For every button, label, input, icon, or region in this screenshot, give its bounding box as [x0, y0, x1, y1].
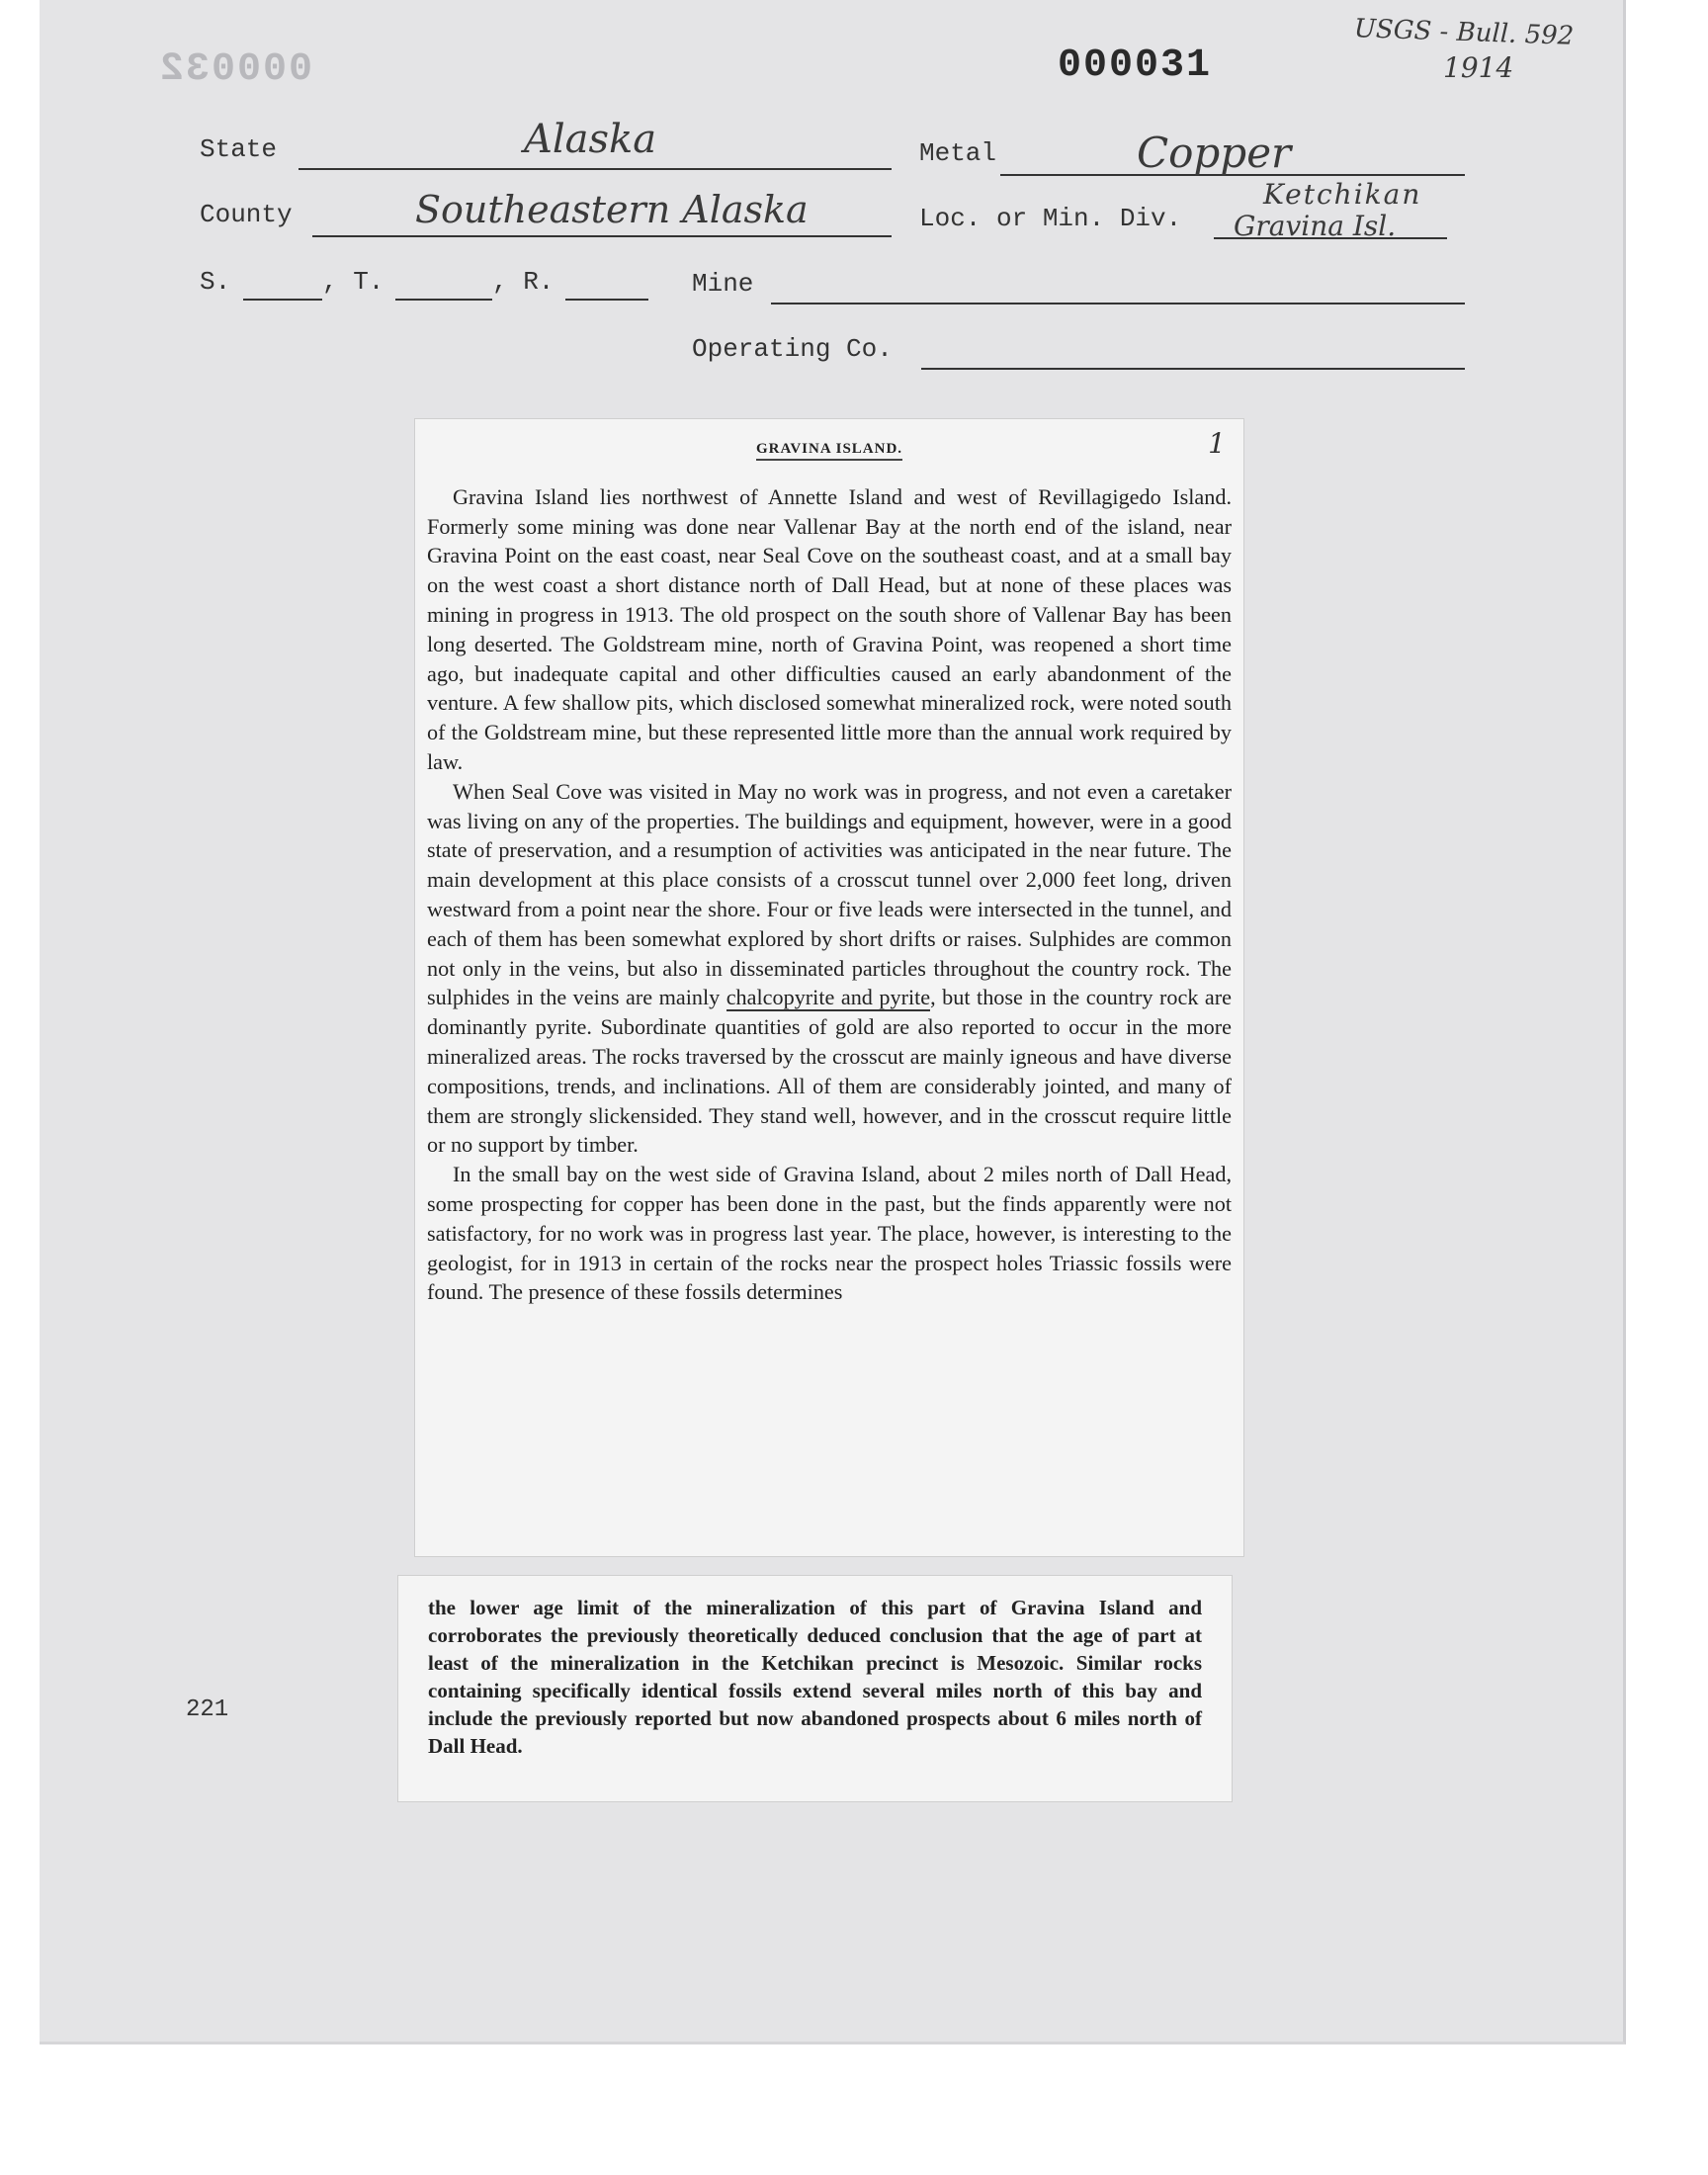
paragraph-3: In the small bay on the west side of Gravina Island, about 2 miles north of Dall Head, some prospecting for copper has been done in the past, but the finds apparently were not satisfactory, for no work was in progress last year. The place, however, is interesting to the geologist, for in 1913 in certain of the rocks near the prospect holes Triassic fossils were found. The presence of these fossils determines [427, 1162, 1232, 1305]
state-line [299, 168, 892, 170]
mine-label: Mine [692, 269, 754, 299]
mirrored-card-number: 000032 [158, 47, 313, 92]
clipping-page-mark: 1 [1208, 427, 1226, 460]
s-line [243, 299, 322, 301]
text-clipping-continuation [398, 1576, 1232, 1801]
clipping-heading: GRAVINA ISLAND. [427, 435, 1232, 465]
s-label: S. [200, 267, 231, 297]
loc-value-ketchikan: Ketchikan [1263, 178, 1422, 211]
underlined-minerals: chalcopyrite and pyrite [726, 985, 931, 1010]
source-year: 1914 [1443, 51, 1514, 84]
paragraph-2: When Seal Cove was visited in May no work was in progress, and not even a caretaker was living on any of the properties. The buildings and equipment, however, were in a good state of preservation, and a resumption of activities was anticipated in the near future. The main development at this place consists of a crosscut tunnel over 2,000 feet long, driven westward from a point near the shore. Four or five leads were intersected in the tunnel, and each of them has been somewhat explored by short drifts or raises. Sulphides are common not only in the veins, but also in disseminated particles throughout the country rock. The sulphides in the veins are mainly chalcopyrite and pyrite, but those in the country rock are dominantly pyrite. Subordinate quantities of gold are also reported to occur in the more mineralized areas. The rocks traversed by the crosscut are mainly igneous and have diverse compositions, trends, and inclinations. All of them are considerably jointed, and many of them are strongly slickensided. They stand well, however, and in the crosscut require little or no support by timber. [427, 778, 1232, 1158]
state-label: State [200, 134, 278, 164]
t-line [395, 299, 492, 301]
paragraph-1: Gravina Island lies northwest of Annette Island and west of Revillagigedo Island. Formerly some mining was done near Vallenar Bay at the north end of the island, near Gravina Point on the east coast, near Seal Cove on the southeast coast, and at a small bay on the west coast a short distance north of Dall Head, but at none of these places was mining in progress in 1913. The old prospect on the south shore of Vallenar Bay has been long deserted. The Goldstream mine, north of Gravina Point, was reopened a short time ago, but inadequate capital and other difficulties caused an early abandonment of the venture. A few shallow pits, which disclosed somewhat mineralized rock, were noted south of the Goldstream mine, but these represented little more than the annual work required by law. [427, 483, 1232, 774]
r-line [565, 299, 648, 301]
text-clipping-main [415, 419, 1243, 1556]
county-label: County [200, 200, 293, 229]
loc-value-gravina: Gravina Isl. [1234, 210, 1397, 242]
state-value: Alaska [524, 117, 657, 162]
source-note: USGS - Bull. 592 [1353, 14, 1575, 51]
r-label: , R. [492, 267, 555, 297]
operating-label: Operating Co. [692, 334, 893, 364]
page-number: 221 [186, 1696, 229, 1723]
loc-label: Loc. or Min. Div. [919, 204, 1182, 233]
county-value: Southeastern Alaska [415, 188, 809, 231]
mine-line [771, 303, 1465, 304]
paragraph-4: the lower age limit of the mineralization of this part of Gravina Island and corroborates the previously theoretically deduced conclusion that the age of part at least of the mineralization in the Ketchikan precinct is Mesozoic. Similar rocks containing specifically identical fossils extend several miles north of this bay and include the previously reported but now abandoned prospects about 6 miles north of Dall Head. [428, 1596, 1202, 1758]
county-line [312, 235, 892, 237]
metal-value: Copper [1137, 129, 1292, 177]
metal-label: Metal [919, 138, 997, 168]
operating-line [921, 368, 1465, 370]
card-number: 000031 [1058, 44, 1213, 88]
t-label: , T. [322, 267, 384, 297]
